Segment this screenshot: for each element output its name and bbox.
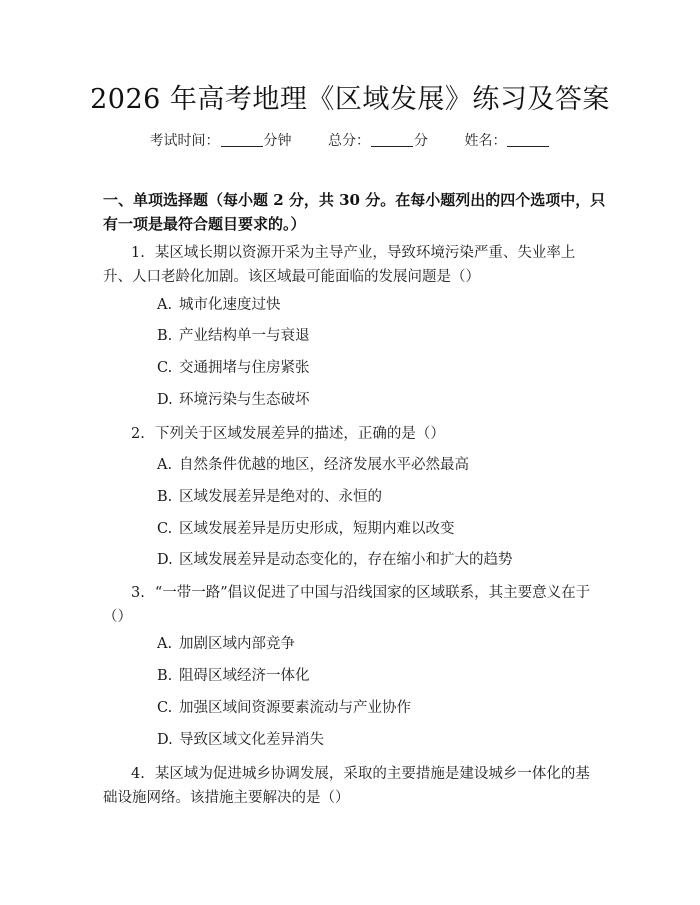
total-score [328,131,428,151]
option-3d[interactable] [157,729,324,751]
option-letter: B. [157,489,173,505]
exam-meta-line [0,131,700,151]
question-number: 4. [131,766,145,782]
total-score-blank[interactable] [371,132,413,147]
option-text: 加强区域间资源要素流动与产业协作 [179,700,411,716]
total-score-unit: 分 [414,133,428,149]
option-text: 环境污染与生态破坏 [179,392,310,408]
option-text: 区域发展差异是绝对的、永恒的 [179,489,382,505]
section-heading: 一、单项选择题（每小题 2 分，共 30 分。在每小题列出的四个选项中，只有一项是最符合题目要求的。） [103,191,606,233]
option-letter: D. [157,392,173,408]
option-letter: C. [157,700,173,716]
question-number: 3. [131,585,145,601]
option-1b[interactable] [157,325,310,347]
option-text: 城市化速度过快 [179,297,281,313]
option-text: 产业结构单一与衰退 [179,328,310,344]
option-1a[interactable] [157,294,281,316]
option-2c[interactable] [157,518,455,540]
option-1d[interactable] [157,389,310,411]
option-text: 区域发展差异是动态变化的，存在缩小和扩大的趋势 [179,552,513,568]
option-text: 导致区域文化差异消失 [179,732,324,748]
option-text: 区域发展差异是历史形成，短期内难以改变 [179,521,455,537]
question-stem: 下列关于区域发展差异的描述，正确的是（） [154,426,445,442]
total-score-label: 总分： [328,133,370,149]
question-number: 2. [131,426,145,442]
option-2a[interactable] [157,454,469,476]
option-letter: A. [157,297,173,313]
question-number: 1. [131,245,145,261]
option-letter: A. [157,457,173,473]
option-letter: A. [157,636,173,652]
option-2d[interactable] [157,549,513,571]
exam-time-label: 考试时间： [149,133,220,149]
option-letter: C. [157,521,173,537]
option-text: 交通拥堵与住房紧张 [179,360,310,376]
option-3a[interactable] [157,633,295,655]
option-text: 阻碍区域经济一体化 [179,668,310,684]
question-3 [103,581,603,629]
exam-time [150,131,292,151]
option-text: 加剧区域内部竞争 [179,636,295,652]
option-letter: D. [157,552,173,568]
question-4 [103,762,603,810]
option-letter: D. [157,732,173,748]
question-stem: “一带一路”倡议促进了中国与沿线国家的区域联系，其主要意义在于（） [103,585,591,625]
option-letter: B. [157,328,173,344]
page-title: 2026 年高考地理《区域发展》练习及答案 [90,84,610,115]
option-3c[interactable] [157,697,411,719]
question-1 [103,241,603,289]
option-letter: C. [157,360,173,376]
option-1c[interactable] [157,357,310,379]
student-name [464,131,550,151]
exam-time-blank[interactable] [221,132,263,147]
question-2 [103,422,603,446]
option-text: 自然条件优越的地区，经济发展水平必然最高 [179,457,469,473]
option-letter: B. [157,668,173,684]
question-stem: 某区域长期以资源开采为主导产业，导致环境污染严重、失业率上升、人口老龄化加剧。该区域最可能面临的发展问题是（） [103,245,576,285]
option-2b[interactable] [157,486,382,508]
option-3b[interactable] [157,665,310,687]
student-name-blank[interactable] [507,132,549,147]
exam-time-unit: 分钟 [263,133,292,149]
question-stem: 某区域为促进城乡协调发展，采取的主要措施是建设城乡一体化的基础设施网络。该措施主要解决的是（） [103,766,590,806]
student-name-label: 姓名： [464,133,507,149]
